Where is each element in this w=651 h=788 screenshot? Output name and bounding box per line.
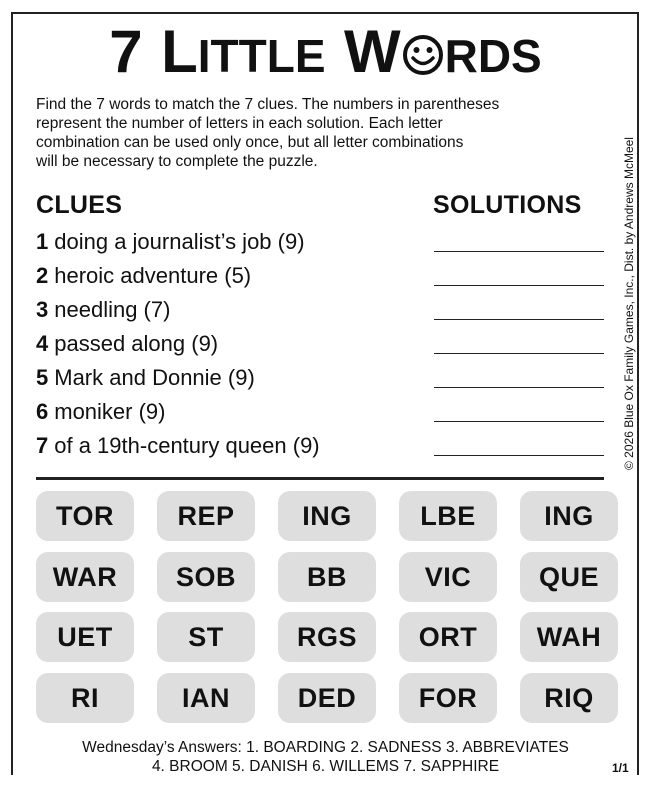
clue-number: 4 <box>36 331 49 356</box>
letter-tile[interactable]: REP <box>157 491 255 541</box>
clue-text: of a 19th-century queen (9) <box>54 433 320 458</box>
letter-tile[interactable]: IAN <box>157 673 255 723</box>
solution-blank-2[interactable] <box>434 285 604 286</box>
letter-tile[interactable]: VIC <box>399 552 497 602</box>
previous-answers-line-2: 4. BROOM 5. DANISH 6. WILLEMS 7. SAPPHIRE <box>151 758 500 775</box>
title-rds: RDS <box>444 30 542 82</box>
letter-tile[interactable]: BB <box>278 552 376 602</box>
letter-tile[interactable]: SOB <box>157 552 255 602</box>
previous-answers-line-1: Wednesday’s Answers: 1. BOARDING 2. SADNESS 3. ABBREVIATES <box>82 739 569 756</box>
title-seven: 7 <box>109 18 143 85</box>
instructions-line: will be necessary to complete the puzzle. <box>36 153 318 170</box>
clue-7 <box>36 433 320 459</box>
solution-blank-3[interactable] <box>434 319 604 320</box>
clue-text: passed along (9) <box>54 331 219 356</box>
clue-number: 2 <box>36 263 49 288</box>
letter-tile[interactable]: DED <box>278 673 376 723</box>
instructions-line: combination can be used only once, but all letter combinations <box>36 134 464 151</box>
letter-tile[interactable]: ST <box>157 612 255 662</box>
clue-3 <box>36 297 170 323</box>
clue-text: needling (7) <box>54 297 171 322</box>
clue-number: 5 <box>36 365 49 390</box>
copyright-notice: © 2026 Blue Ox Family Games, Inc., Dist. by Andrews McMeel <box>622 137 636 470</box>
title-ittle: ITTLE <box>197 30 326 82</box>
clue-text: heroic adventure (5) <box>54 263 252 288</box>
clue-number: 6 <box>36 399 49 424</box>
clue-text: Mark and Donnie (9) <box>54 365 255 390</box>
clue-text: doing a journalist’s job (9) <box>54 229 305 254</box>
section-divider <box>36 477 604 480</box>
clue-5 <box>36 365 255 391</box>
clue-text: moniker (9) <box>54 399 166 424</box>
letter-tile[interactable]: UET <box>36 612 134 662</box>
letter-tile[interactable]: ING <box>520 491 618 541</box>
solution-blank-6[interactable] <box>434 421 604 422</box>
clue-2 <box>36 263 251 289</box>
page-number: 1/1 <box>612 761 629 775</box>
letter-tile[interactable]: QUE <box>520 552 618 602</box>
clue-number: 7 <box>36 433 49 458</box>
solution-blank-5[interactable] <box>434 387 604 388</box>
clue-4 <box>36 331 218 357</box>
clue-number: 1 <box>36 229 49 254</box>
letter-tile[interactable]: WAR <box>36 552 134 602</box>
solutions-heading: SOLUTIONS <box>433 191 582 219</box>
puzzle-title <box>0 18 651 85</box>
letter-tile[interactable]: FOR <box>399 673 497 723</box>
title-l: L <box>161 18 198 85</box>
letter-tile[interactable]: RIQ <box>520 673 618 723</box>
letter-tile[interactable]: RI <box>36 673 134 723</box>
letter-tile[interactable]: LBE <box>399 491 497 541</box>
instructions <box>36 95 626 171</box>
solution-blank-1[interactable] <box>434 251 604 252</box>
clues-heading: CLUES <box>36 191 123 219</box>
clue-6 <box>36 399 166 425</box>
title-w: W <box>343 18 401 85</box>
letter-tile[interactable]: TOR <box>36 491 134 541</box>
solution-blank-4[interactable] <box>434 353 604 354</box>
smiley-icon <box>402 34 444 80</box>
solution-blank-7[interactable] <box>434 455 604 456</box>
letter-tile[interactable]: RGS <box>278 612 376 662</box>
instructions-line: represent the number of letters in each solution. Each letter <box>36 115 443 132</box>
letter-tile[interactable]: WAH <box>520 612 618 662</box>
letter-tile[interactable]: ING <box>278 491 376 541</box>
clue-1 <box>36 229 305 255</box>
instructions-line: Find the 7 words to match the 7 clues. The numbers in parentheses <box>36 96 500 113</box>
clue-number: 3 <box>36 297 49 322</box>
letter-tile[interactable]: ORT <box>399 612 497 662</box>
